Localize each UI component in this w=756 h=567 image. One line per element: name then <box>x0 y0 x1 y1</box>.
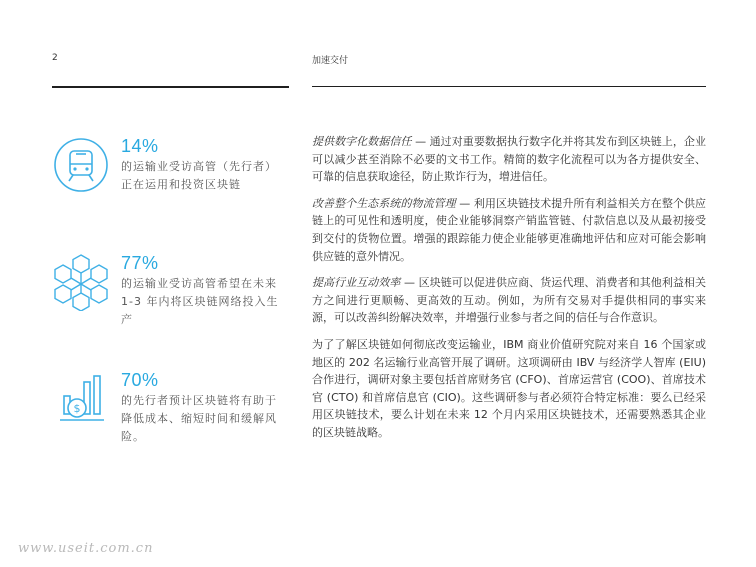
header-title: 加速交付 <box>312 56 349 66</box>
stat-description: 的先行者预计区块链将有助于降低成本、缩短时间和缓解风险。 <box>121 394 277 443</box>
stat-description: 的运输业受访高管（先行者）正在运用和投资区块链 <box>121 160 277 191</box>
stat-percent: 14% <box>121 136 159 156</box>
stat-description: 的运输业受访高管希望在未来 1-3 年内将区块链网络投入生产 <box>121 277 279 326</box>
svg-text:$: $ <box>73 402 81 415</box>
page-number: 2 <box>52 53 58 63</box>
stat-percent: 70% <box>121 370 159 390</box>
hexagon-network-icon <box>52 253 110 311</box>
coin-chart-icon <box>52 370 110 428</box>
paragraph-text: — 通过对重要数据执行数字化并将其发布到区块链上，企业可以减少甚至消除不必要的文书工作。精简的数字化流程可以为各方提供安全、可靠的信息获取途径，防止欺诈行为，增进信任。 <box>312 135 706 184</box>
stat-block-2 <box>52 253 282 333</box>
paragraph-lead: 改善整个生态系统的物流管理 <box>312 196 456 210</box>
paragraph <box>312 133 706 186</box>
stat-block-3 <box>52 370 282 450</box>
left-divider <box>52 86 289 88</box>
stat-percent: 77% <box>121 253 159 273</box>
right-divider <box>312 86 706 87</box>
paragraph <box>312 336 706 442</box>
paragraph-text: — 区块链可以促进供应商、货运代理、消费者和其他利益相关方之间进行更顺畅、更高效的互动。例如，为所有交易对手提供相同的事实来源，可以改善纠纷解决效率，并增强行业参与者之间的信任与合作意识。 <box>312 276 707 325</box>
paragraph-lead: 提供数字化数据信任 <box>312 135 412 148</box>
paragraph-text: — 利用区块链技术提升所有利益相关方在整个供应链上的可见性和透明度，使企业能够洞察产销监管链、付款信息以及从最初接受到交付的货物位置。增强的跟踪能力使企业能够更准确地评估和应对可能会影响供应链的意外情况。 <box>312 196 706 263</box>
body-column <box>312 133 706 451</box>
paragraph <box>312 274 706 327</box>
train-icon <box>52 136 110 194</box>
paragraph-lead: 提高行业互动效率 <box>312 276 401 290</box>
stat-block-1 <box>52 136 282 216</box>
paragraph-text: 为了了解区块链如何彻底改变运输业，IBM 商业价值研究院对来自 16 个国家或地区的 202 名运输行业高管开展了调研。这项调研由 IBV 与经济学人智库 (EIU) 合作进行，调研对象主要包括首席财务官 (CFO)、首席运营官 (COO)、首席技术官 (CTO) 和首席信息官 (CIO)。这些调研参与者必须符合特定标准：要么已经采用区块链技术，要么计划在未来 12 个月内采用区块链技术，还需要熟悉其企业的区块链战略。 <box>312 337 706 439</box>
watermark: www.useit.com.cn <box>18 541 154 556</box>
paragraph <box>312 195 706 265</box>
